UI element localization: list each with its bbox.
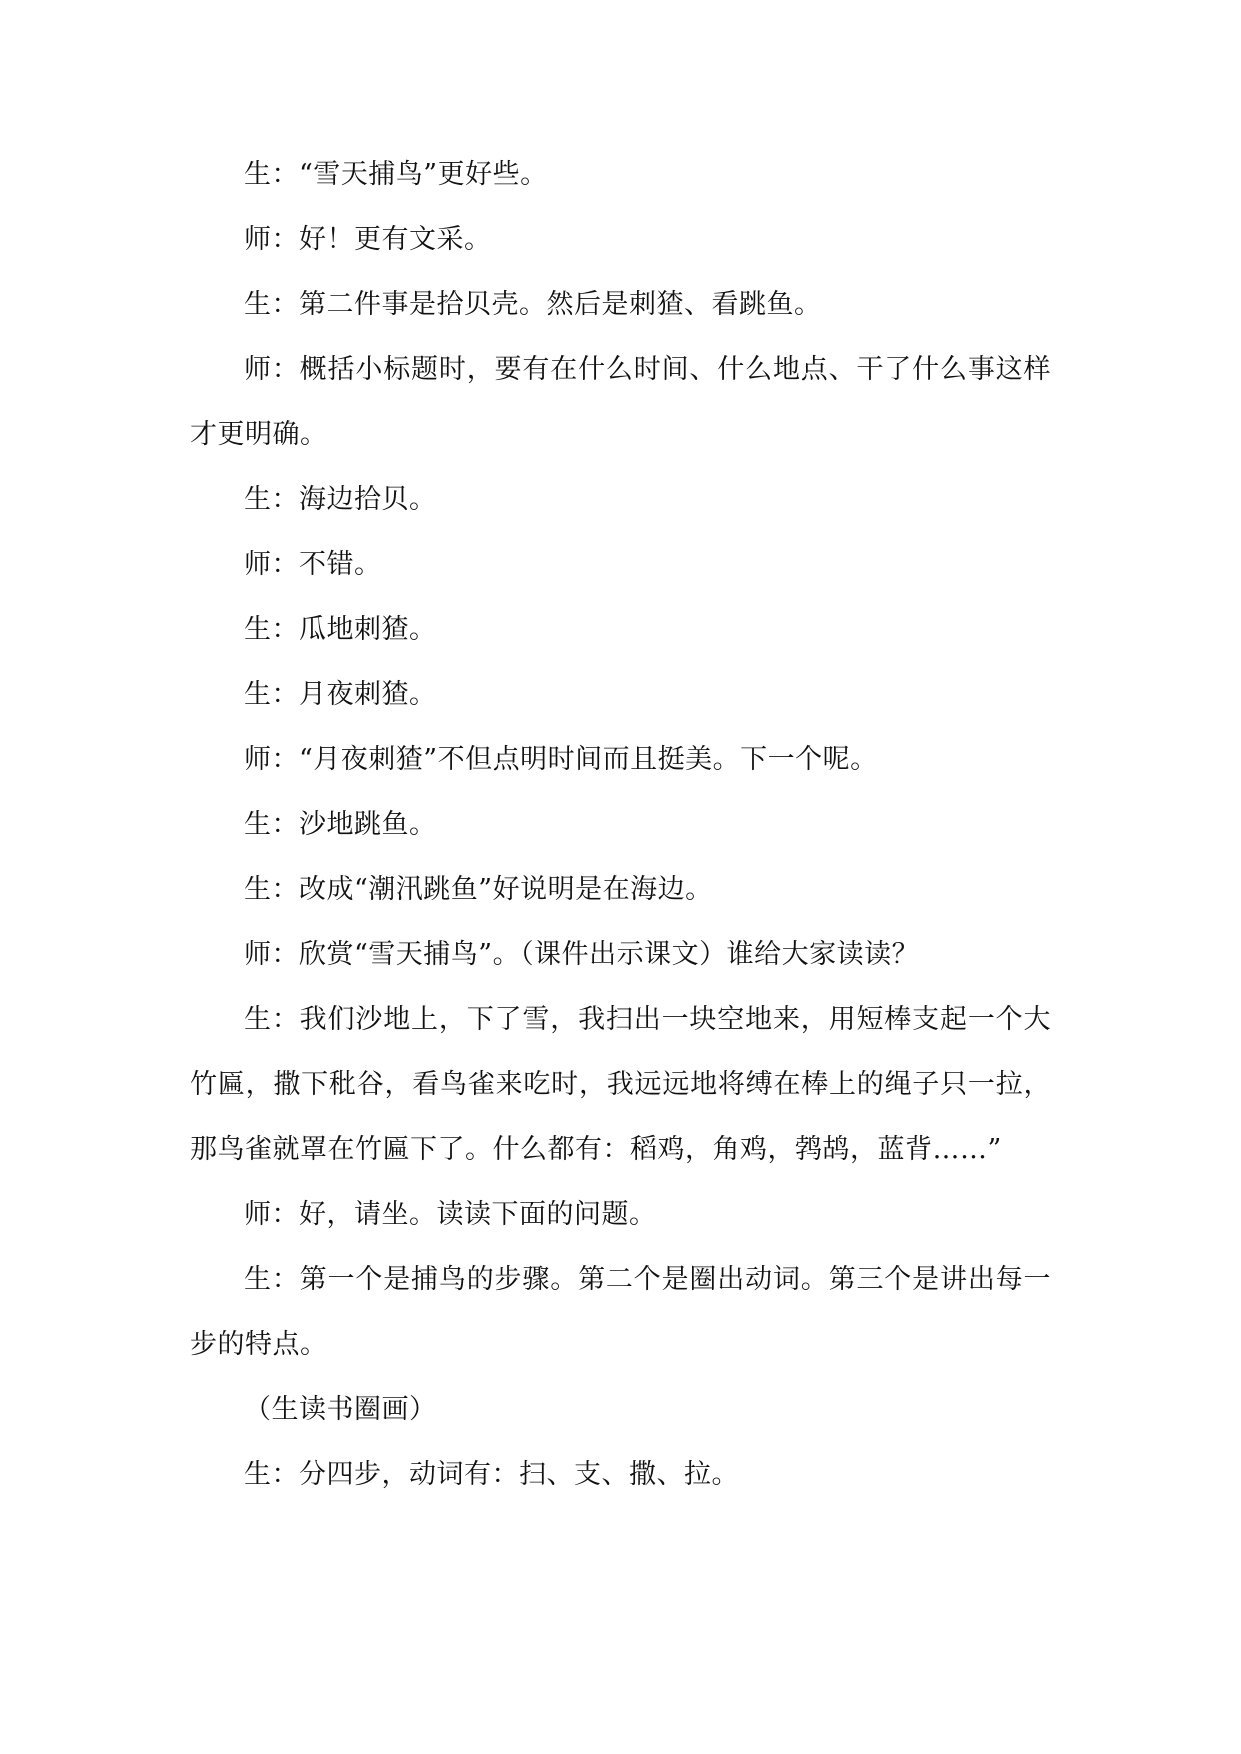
paragraph: 师：好，请坐。读读下面的问题。 [244,1199,657,1230]
paragraph: 生：第一个是捕鸟的步骤。第二个是圈出动词。第三个是讲出每一步的特点。 [190,1264,1051,1360]
paragraph: 生：月夜刺猹。 [244,679,437,710]
paragraph: 生：我们沙地上，下了雪，我扫出一块空地来，用短棒支起一个大竹匾，撒下秕谷，看鸟雀来吃时，我远远地将缚在棒上的绳子只一拉，那鸟雀就罩在竹匾下了。什么都有：稻鸡，角鸡，鹁鸪，蓝背……” [190,1004,1051,1165]
paragraph: （生读书圈画） [244,1394,437,1425]
paragraph: 生：改成“潮汛跳鱼”好说明是在海边。 [244,874,713,905]
paragraph: 生：第二件事是拾贝壳。然后是刺猹、看跳鱼。 [244,289,822,320]
paragraph: 生：分四步，动词有：扫、支、撒、拉。 [244,1459,739,1490]
paragraph: 生：沙地跳鱼。 [244,809,437,840]
paragraph: 师：“月夜刺猹”不但点明时间而且挺美。下一个呢。 [244,744,878,775]
paragraph: 生：海边拾贝。 [244,484,437,515]
paragraph: 师：欣赏“雪天捕鸟”。（课件出示课文）谁给大家读读？ [244,939,920,970]
paragraph: 生：“雪天捕鸟”更好些。 [244,159,548,190]
paragraph: 师：概括小标题时，要有在什么时间、什么地点、干了什么事这样才更明确。 [190,354,1051,450]
paragraph: 师：好！更有文采。 [244,224,492,255]
paragraph: 师：不错。 [244,549,382,580]
paragraph: 生：瓜地刺猹。 [244,614,437,645]
